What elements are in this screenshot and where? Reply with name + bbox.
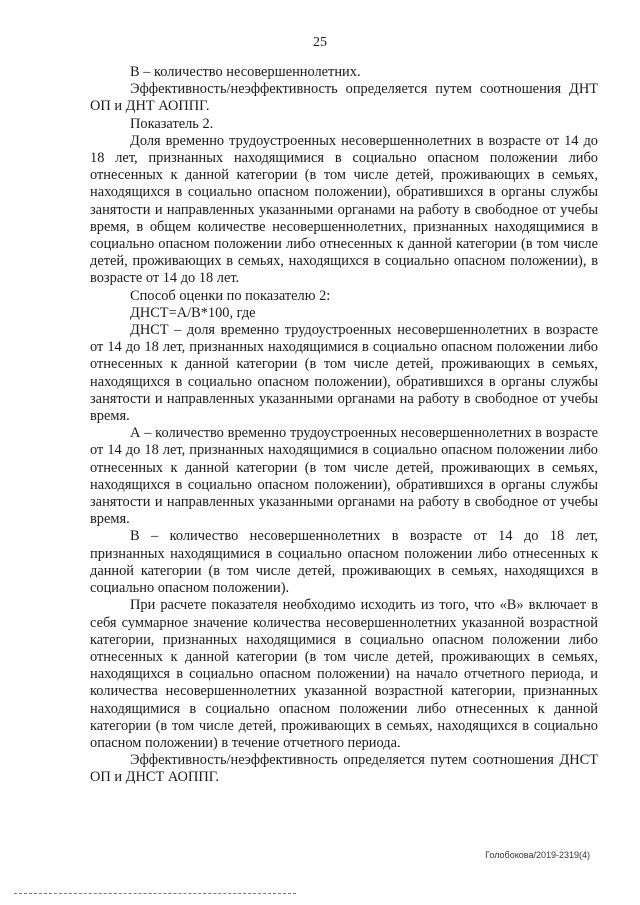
paragraph-dnst-definition: ДНСТ – доля временно трудоустроенных несовершеннолетних в возрасте от 14 до 18 лет, признанных находящимися в социально опасном положении либо отнесенных к данной категории (в том числе детей, проживающих в семьях, находящихся в социально опасном положении), обратившихся в органы службы занятости и направленных указанными органами на работу в свободное от учебы время.	[90, 322, 598, 425]
paragraph-b-definition: В – количество несовершеннолетних.	[130, 64, 361, 80]
document-code: Голобокова/2019-2319(4)	[485, 850, 590, 860]
page-number: 25	[313, 35, 327, 50]
paragraph-calculation-note: При расчете показателя необходимо исходить из того, что «В» включает в себя суммарное значение количества несовершеннолетних указанной возрастной категории, признанных находящимися в социально опасном положении либо отнесенных к данной категории (в том числе детей, проживающих в семьях, находящихся в социально опасном положении) на начало отчетного периода, и количества несовершеннолетних указанной возрастной категории, признанных находящимися в социально опасном положении либо отнесенных к данной категории (в том числе детей, проживающих в семьях, находящихся в социально опасном положении) в течение отчетного периода.	[90, 597, 598, 751]
formula: ДНСТ=А/В*100, где	[130, 304, 256, 321]
paragraph-effectiveness-2: Эффективность/неэффективность определяется путем соотношения ДНСТ ОП и ДНСТ АОППГ.	[90, 752, 598, 786]
indicator-2-heading: Показатель 2.	[130, 115, 214, 132]
paragraph-indicator-2-description: Доля временно трудоустроенных несовершеннолетних в возрасте от 14 до 18 лет, признанных находящимися в социально опасном положении либо отнесенных к данной категории (в том числе детей, проживающих в семьях, находящихся в социально опасном положении), обратившихся в органы службы занятости и направленных указанными органами на работу в свободное от учебы время, в общем количестве несовершеннолетних, признанных находящимися в социально опасном положении либо отнесенных к данной категории (в том числе детей, проживающих в семьях, находящихся в социально опасном положении), в возрасте от 14 до 18 лет.	[90, 132, 598, 287]
document-body	[90, 64, 598, 787]
paragraph-evaluation-method: Способ оценки по показателю 2:	[130, 287, 331, 304]
paragraph-a-definition: А – количество временно трудоустроенных несовершеннолетних в возрасте от 14 до 18 лет, признанных находящимися в социально опасном положении либо отнесенных к данной категории (в том числе детей, проживающих в семьях, находящихся в социально опасном положении), обратившихся в органы службы занятости и направленных указанными органами на работу в свободное от учебы время.	[90, 425, 598, 528]
paragraph-b-definition-2: В – количество несовершеннолетних в возрасте от 14 до 18 лет, признанных находящимися в социально опасном положении либо отнесенных к данной категории (в том числе детей, проживающих в семьях, находящихся в социально опасном положении).	[90, 528, 598, 597]
bottom-rule	[14, 893, 296, 894]
paragraph-effectiveness-1: Эффективность/неэффективность определяется путем соотношения ДНТ ОП и ДНТ АОППГ.	[90, 81, 598, 115]
